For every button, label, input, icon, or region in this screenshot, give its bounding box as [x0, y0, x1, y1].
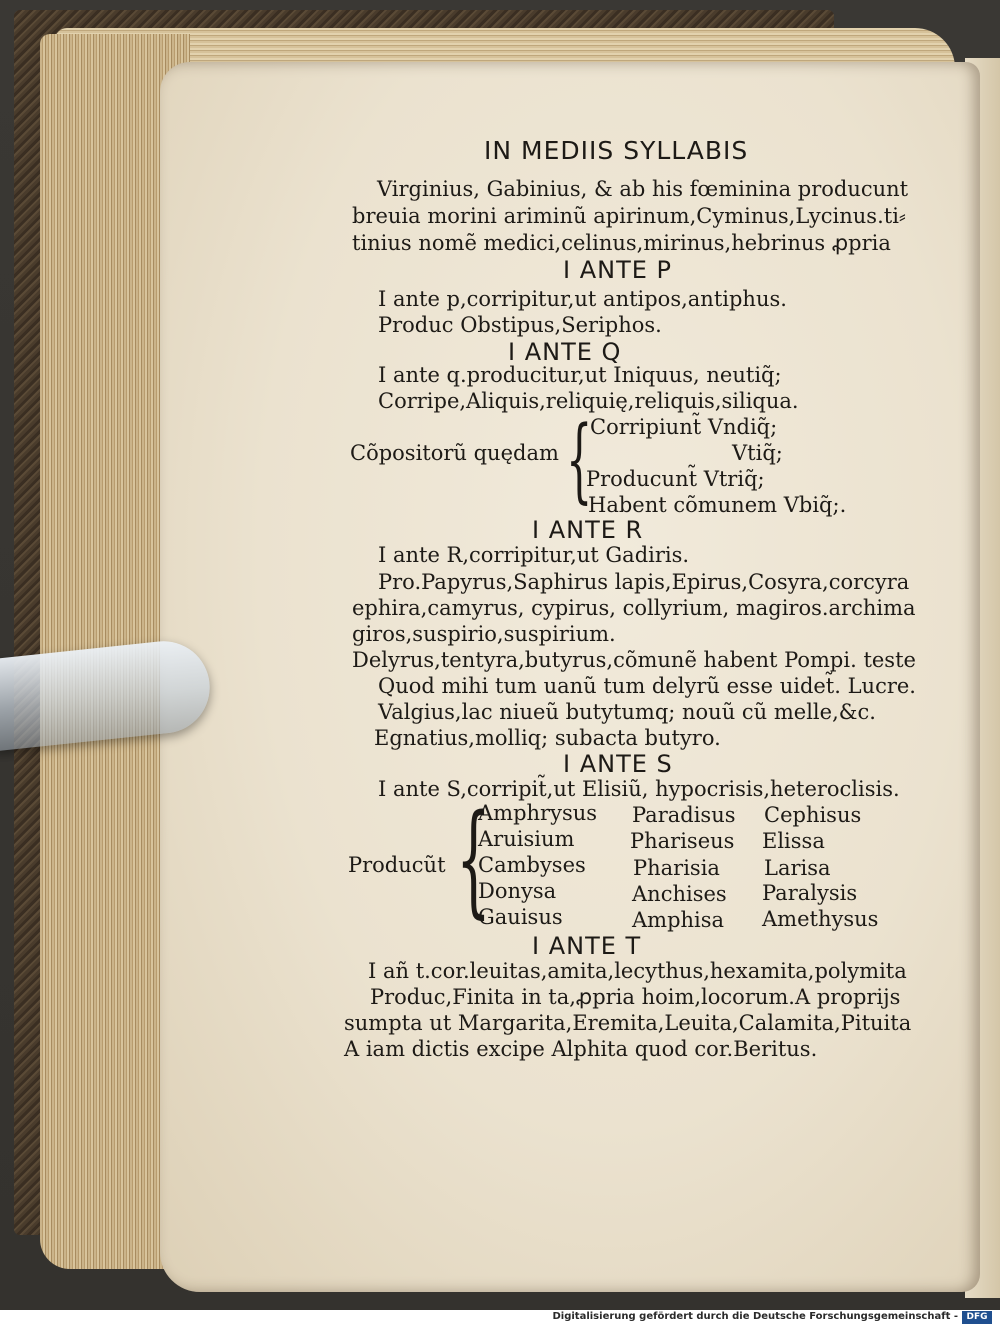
- col1-item-3: Cambyses: [478, 853, 586, 877]
- col1-item-2: Aruisium: [478, 827, 575, 851]
- t-line-4: A iam dictis excipe Alphita quod cor.Beritus.: [344, 1037, 818, 1061]
- compound-line-4: Habent cõmunem Vbiq̃;.: [588, 493, 847, 517]
- brace-compound: {: [566, 406, 593, 513]
- intro-line-3: tinius nomẽ medici,celinus,mirinus,hebrinus ꝓpria: [352, 231, 891, 255]
- r-line-4: giros,suspirio,suspirium.: [352, 622, 616, 646]
- compound-label: Cõpositorũ quędam: [350, 441, 559, 465]
- digitization-footer: [0, 1310, 1000, 1326]
- p-line-1: I ante p,corripitur,ut antipos,antiphus.: [378, 287, 787, 311]
- r-line-3: ephira,camyrus, cypirus, collyrium, magiros.archima: [352, 596, 916, 620]
- t-line-2: Produc,Finita in ta,ꝓpria hoim,locorum.A proprijs: [370, 985, 901, 1009]
- running-head: IN MEDIIS SYLLABIS: [484, 136, 749, 165]
- col2-item-2: Phariseus: [630, 829, 735, 853]
- intro-line-1: Virginius, Gabinius, & ab his fœminina producunt: [377, 177, 909, 201]
- col2-item-4: Anchises: [632, 882, 727, 906]
- r-line-2: Pro.Papyrus,Saphirus lapis,Epirus,Cosyra,corcyra: [378, 570, 910, 594]
- intro-line-2: breuia morini ariminũ apirinum,Cyminus,Lycinus.ti⸗: [352, 204, 906, 228]
- heading-i-ante-t: I ANTE T: [532, 932, 642, 960]
- r-line-7: Valgius,lac niueũ butytumq; nouũ cũ melle,&c.: [378, 700, 876, 724]
- col3-item-1: Cephisus: [764, 803, 862, 827]
- r-line-6: Quod mihi tum uanũ tum delyrũ esse uidet̃. Lucre.: [378, 674, 916, 698]
- s-line-1: I ante S,corripit̃,ut Elisiũ, hypocrisis,heteroclisis.: [378, 777, 900, 801]
- col3-item-3: Larisa: [764, 856, 831, 880]
- t-line-1: I añ t.cor.leuitas,amita,lecythus,hexamita,polymita: [368, 959, 907, 983]
- brace-produc: {: [456, 788, 491, 930]
- heading-i-ante-s: I ANTE S: [563, 750, 673, 778]
- col2-item-5: Amphisa: [632, 908, 725, 932]
- compound-line-2: Vtiq̃;: [732, 441, 783, 465]
- heading-i-ante-p: I ANTE P: [563, 256, 673, 284]
- r-line-8: Egnatius,molliq; subacta butyro.: [374, 726, 721, 750]
- produc-label: Producũt: [348, 853, 446, 877]
- col1-item-4: Donysa: [478, 879, 557, 903]
- r-line-1: I ante R,corripitur,ut Gadiris.: [378, 543, 690, 567]
- col1-item-1: Amphrysus: [478, 801, 598, 825]
- col3-item-4: Paralysis: [762, 881, 858, 905]
- q-line-1: I ante q.producitur,ut Iniquus, neutiq̃;: [378, 363, 782, 387]
- heading-i-ante-r: I ANTE R: [532, 516, 644, 544]
- q-line-2: Corripe,Aliquis,reliquię,reliquis,siliqua.: [378, 389, 799, 413]
- compound-line-1: Corripiunt̃ Vndiq̃;: [590, 415, 778, 439]
- dfg-logo: DFG: [962, 1311, 992, 1324]
- col2-item-1: Paradisus: [632, 803, 736, 827]
- footer-credit: Digitalisierung gefördert durch die Deutsche Forschungsgemeinschaft -: [552, 1311, 958, 1322]
- col3-item-5: Amethysus: [762, 907, 879, 931]
- col1-item-5: Gauisus: [478, 905, 563, 929]
- compound-line-3: Producunt̃ Vtriq̃;: [586, 467, 765, 491]
- t-line-3: sumpta ut Margarita,Eremita,Leuita,Calamita,Pituita: [344, 1011, 912, 1035]
- p-line-2: Produc Obstipus,Seriphos.: [378, 313, 662, 337]
- col2-item-3: Pharisia: [633, 856, 720, 880]
- heading-i-ante-q: I ANTE Q: [508, 338, 622, 366]
- col3-item-2: Elissa: [762, 829, 825, 853]
- r-line-5: Delyrus,tentyra,butyrus,cõmunẽ habent Pompi. teste: [352, 648, 916, 672]
